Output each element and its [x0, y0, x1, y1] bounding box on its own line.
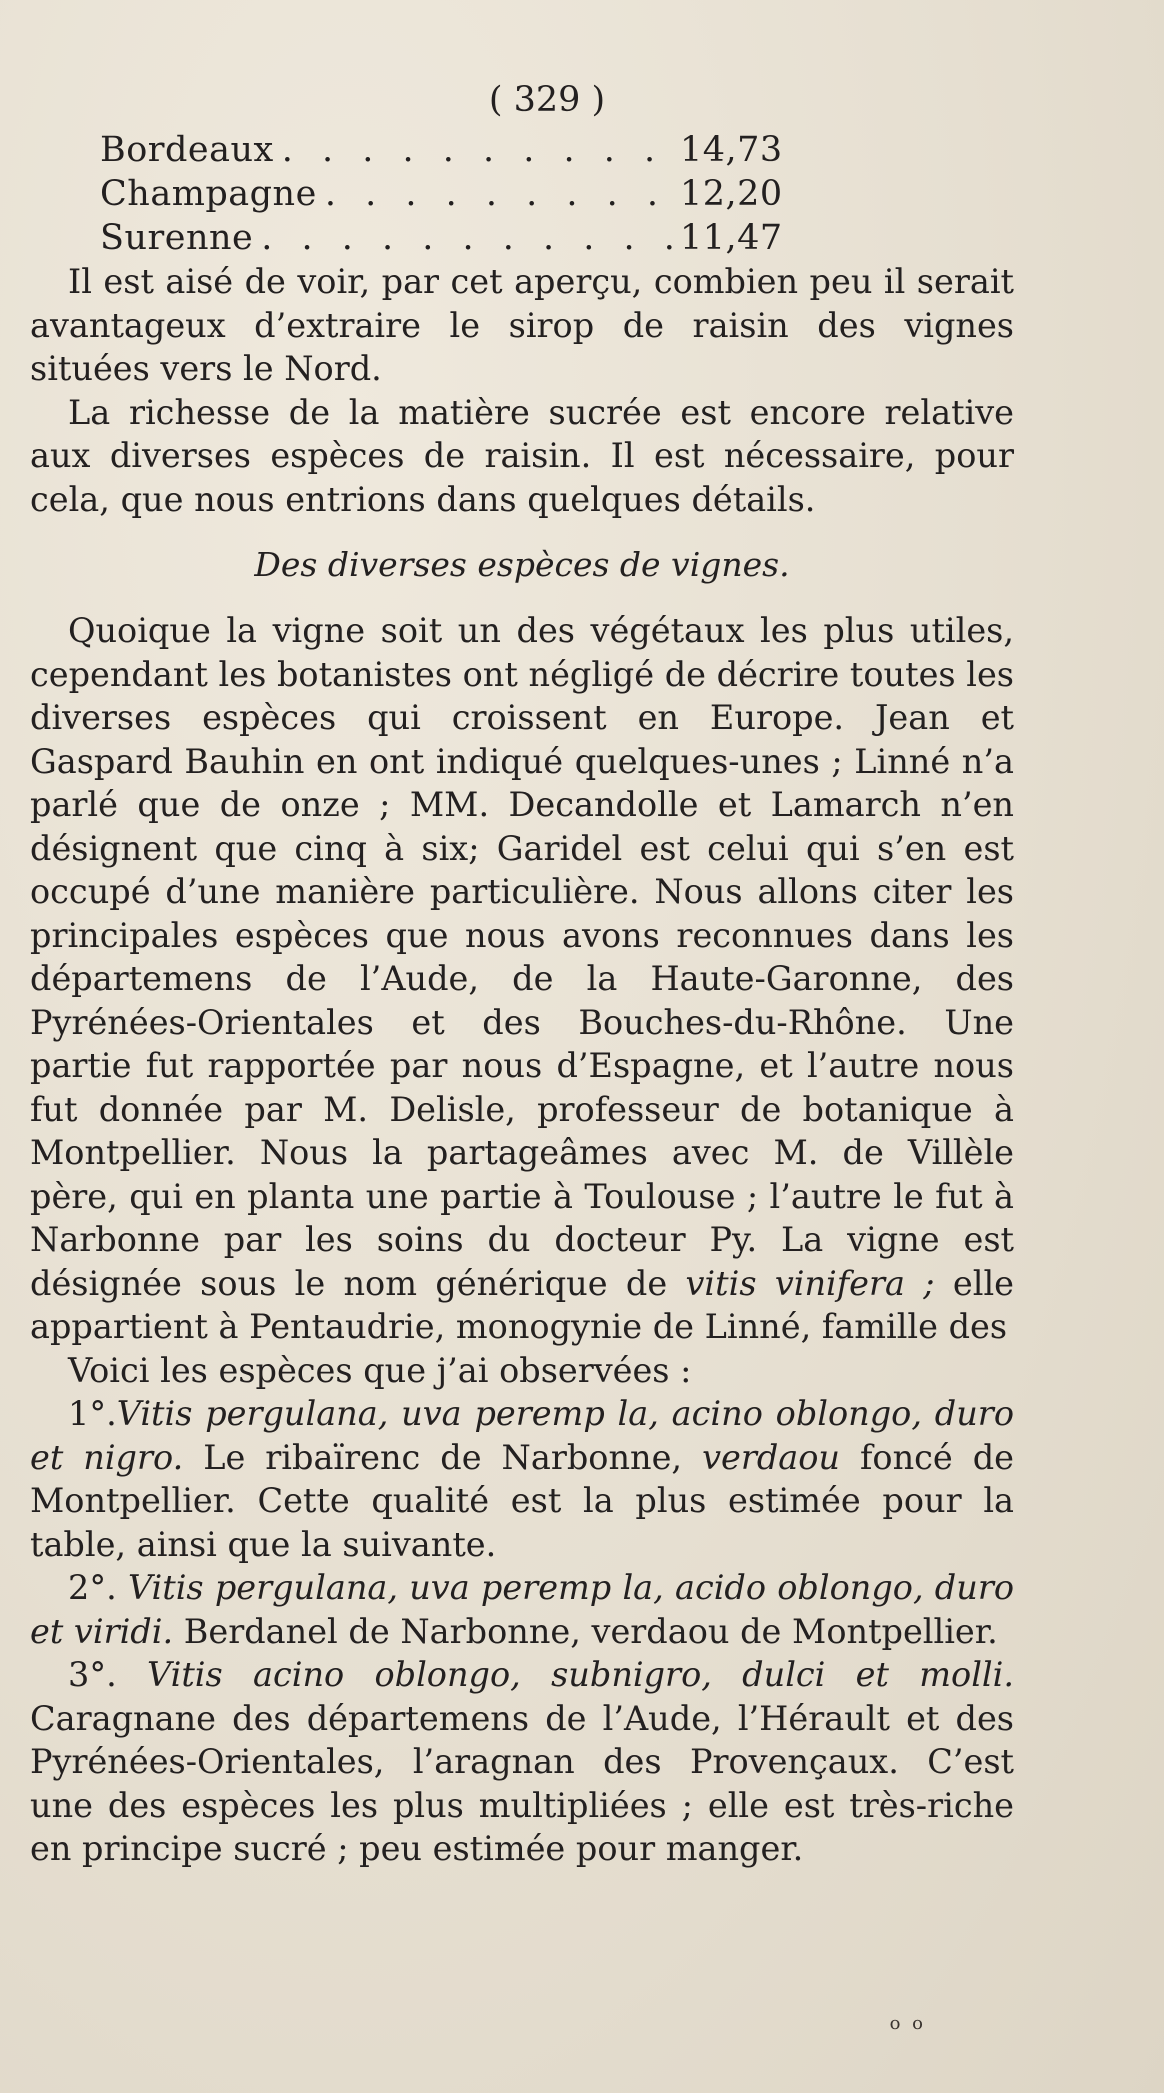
species-number: 3°.: [68, 1655, 117, 1694]
species-latin: Vitis pergulana, uva peremp la, acido oblongo, duro et viridi.: [30, 1568, 1015, 1651]
dot-leader: [282, 128, 672, 172]
paragraph: La richesse de la matière sucrée est encore relative aux diverses espèces de raisin. Il est nécessaire, pour cela, que nous entrions dans quelques détails.: [30, 392, 1014, 519]
catchword: o o: [889, 2013, 926, 2034]
species-text: Caragnane des départemens de l’Aude, l’Hérault et des Pyrénées-Orientales, l’aragnan des Provençaux. C’est une des espèces les plus multipliées ; elle est très-riche en principe sucré ; peu estimée pour manger.: [30, 1698, 1014, 1868]
price-row: [100, 172, 820, 216]
price-row: [100, 128, 820, 172]
price-row: [100, 216, 820, 260]
species-latin: Vitis acino oblongo, subnigro, dulci et molli.: [147, 1655, 1014, 1694]
price-value: 11,47: [680, 218, 783, 258]
latin-term: vitis vinifera ;: [685, 1263, 935, 1303]
species-number: 1°.: [68, 1394, 117, 1433]
species-entry: [30, 1392, 1014, 1566]
price-name: Surenne: [100, 218, 254, 258]
price-table: [100, 128, 820, 260]
species-italic: verdaou: [702, 1437, 841, 1477]
paragraph: Il est aisé de voir, par cet aperçu, combien peu il serait avantageux d’extraire le sirop de raisin des vignes situées vers le Nord.: [30, 262, 1014, 388]
species-text: Le ribaïrenc de Narbonne,: [203, 1437, 683, 1477]
section-title: Des diverses espèces de vignes.: [254, 545, 790, 584]
species-entry: [30, 1566, 1014, 1653]
price-value: 12,20: [680, 174, 783, 214]
price-name: Bordeaux: [100, 130, 274, 170]
paragraph-text: elle appartient à Pentaudrie, monogynie de Linné, famille des: [30, 1263, 1015, 1346]
species-text: Berdanel de Narbonne, verdaou de Montpellier.: [183, 1611, 998, 1651]
price-value: 14,73: [680, 130, 783, 170]
paragraph-text: Quoique la vigne soit un des végétaux les plus utiles, cependant les botanistes ont négligé de décrire toutes les diverses espèces qui croissent en Europe. Jean et Gaspard Bauhin en ont indiqué quelques-unes ; Linné n’a parlé que de onze ; MM. Decandolle et Lamarch n’en désignent que cinq à six; Garidel est celui qui s’en est occupé d’une manière particulière. Nous allons citer les principales espèces que nous avons reconnues dans les départemens de l’Aude, de la Haute-Garonne, des Pyrénées-Orientales et des Bouches-du-Rhône. Une partie fut rapportée par nous d’Espagne, et l’autre nous fut donnée par M. Delisle, professeur de botanique à Montpellier. Nous la partageâmes avec M. de Villèle père, qui en planta une partie à Toulouse ; l’autre le fut à Narbonne par les soins du docteur Py. La vigne est désignée sous le nom générique de: [30, 611, 1014, 1303]
species-intro: Voici les espèces que j’ai observées :: [68, 1350, 692, 1390]
species-entry: [30, 1653, 1014, 1871]
species-text: foncé de Montpellier. Cette qualité est la plus estimée pour la table, ainsi que la suivante.: [30, 1437, 1014, 1564]
species-latin: Vitis pergulana, uva peremp la, acino oblongo, duro et nigro.: [30, 1394, 1014, 1477]
price-name: Champagne: [100, 174, 317, 214]
dot-leader: [261, 216, 672, 260]
species-number: 2°.: [68, 1568, 117, 1607]
dot-leader: [325, 172, 672, 216]
page-number: ( 329 ): [488, 80, 606, 120]
paragraph: [30, 609, 1014, 1349]
